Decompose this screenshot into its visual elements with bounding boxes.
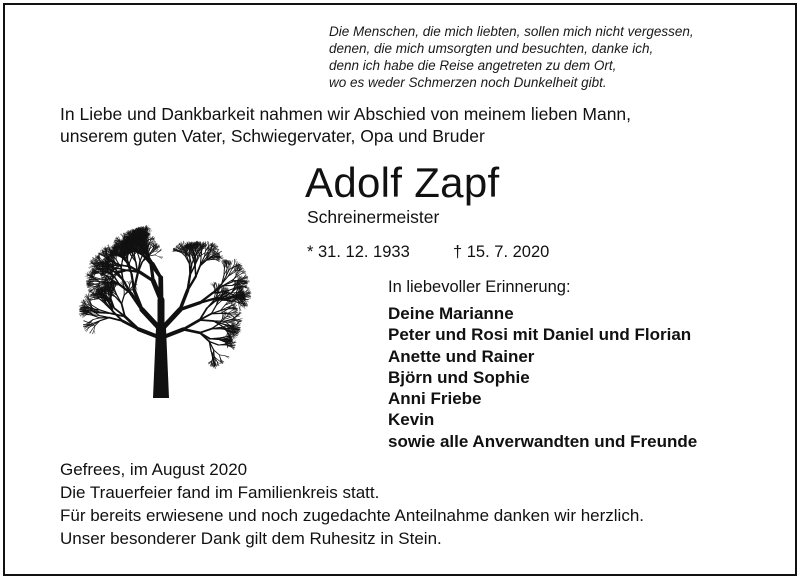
poem-line: denen, die mich umsorgten und besuchten, danke ich,: [329, 41, 654, 56]
poem: [329, 23, 769, 91]
intro-line: unserem guten Vater, Schwiegervater, Opa und Bruder: [60, 126, 485, 146]
tree-silhouette-icon: [35, 178, 290, 398]
deceased-profession: Schreinermeister: [307, 207, 440, 227]
mourner-name: sowie alle Anverwandten und Freunde: [388, 431, 698, 451]
mourner-name: Anette und Rainer: [388, 346, 535, 366]
mourner-list: [388, 303, 697, 452]
mourner-name: Anni Friebe: [388, 389, 482, 409]
footer-text: [60, 458, 780, 550]
intro-line: In Liebe und Dankbarkeit nahmen wir Abschied von meinem lieben Mann,: [60, 104, 632, 124]
mourner-name: Björn und Sophie: [388, 367, 530, 387]
deceased-name: Adolf Zapf: [305, 159, 500, 206]
footer-line: Die Trauerfeier fand im Familienkreis statt.: [60, 483, 380, 502]
poem-line: Die Menschen, die mich liebten, sollen mich nicht vergessen,: [329, 24, 694, 39]
intro-text: [60, 103, 760, 147]
poem-line: wo es weder Schmerzen noch Dunkelheit gibt.: [329, 75, 607, 90]
memory-heading: In liebevoller Erinnerung:: [388, 278, 571, 296]
footer-line: Für bereits erwiesene und noch zugedachte Anteilnahme danken wir herzlich.: [60, 506, 645, 525]
poem-line: denn ich habe die Reise angetreten zu dem Ort,: [329, 58, 617, 73]
mourner-name: Peter und Rosi mit Daniel und Florian: [388, 325, 692, 345]
death-date: † 15. 7. 2020: [453, 243, 550, 261]
birth-date: * 31. 12. 1933: [307, 243, 410, 261]
mourner-name: Deine Marianne: [388, 304, 514, 323]
footer-line: Gefrees, im August 2020: [60, 460, 248, 479]
life-dates: [307, 242, 550, 262]
mourner-name: Kevin: [388, 410, 435, 430]
footer-line: Unser besonderer Dank gilt dem Ruhesitz in Stein.: [60, 529, 442, 548]
